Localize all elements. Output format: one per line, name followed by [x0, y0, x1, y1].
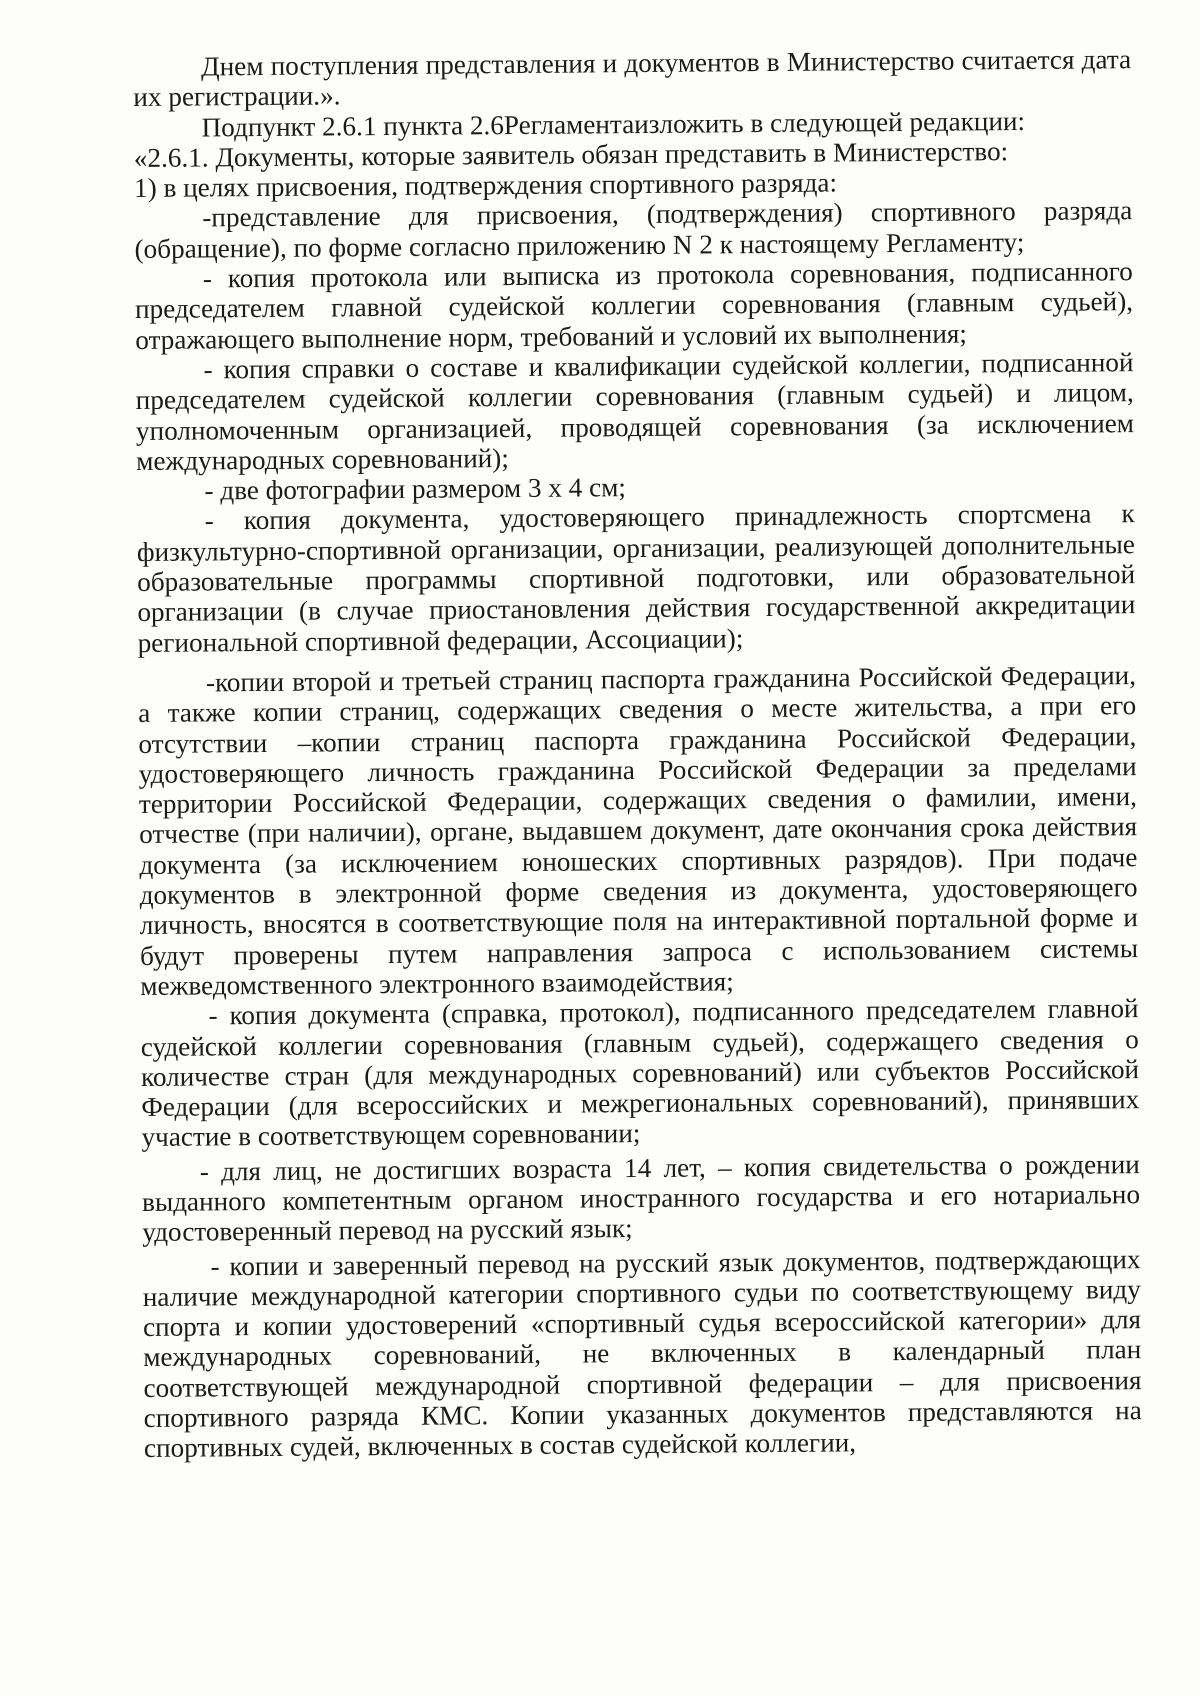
list-item-photos: - две фотографии размером 3 х 4 см; [204, 472, 627, 506]
list-item-passport-copies: -копии второй и третьей страниц паспорта гражданина Российской Федерации, а также копии страниц, содержащих сведения о месте жительства, а при его отсутствии –копии страниц паспорта гражданина Российской Федерации, удостоверяющего личность гражданина Российской Федерации за пределами территории Российской Федерации, содержащих сведения о фамилии, имени, отчестве (при наличии), органе, выдавшем документ, дате окончания срока действия документа (за исключением юношеских спортивных разрядов). При подаче документов в электронной форме сведения из документа, удостоверяющего личность, вносятся в соответствующие поля на интерактивной портальной форме и будут проверены путем направления запроса с использованием системы межведомственного электронного взаимодействия; [138, 660, 1139, 1001]
list-item-participants-document: - копия документа (справка, протокол), подписанного председателем главной судейской коллегии соревнования (главным судьей), содержащего сведения о количестве стран (для международных соревнований) или субъектов Российской Федерации (для всероссийских и межрегиональных соревнований), принявших участие в соответствующем соревновании; [140, 993, 1140, 1153]
paragraph-registration-date: Днем поступления представления и документов в Министерство считается дата их регистрации.». [133, 44, 1132, 113]
list-item-judge-category-documents: - копии и заверенный перевод на русский язык документов, подтверждающих наличие международной категории спортивного судьи по соответствующему виду спорта и копии удостоверений «спортивный судья всероссийской категории» для международных соревнований, не включенных в календарный план соответствующей международной спортивной федерации – для присвоения спортивного разряда КМС. Копии указанных документов представляются на спортивных судей, включенных в состав судейской коллегии, [142, 1243, 1142, 1464]
list-item-protocol-copy: - копия протокола или выписка из протокола соревнования, подписанного председателем главной судейской коллегии соревнования (главным судьей), отражающего выполнение норм, требований и условий их выполнения; [134, 256, 1134, 355]
list-item-representation: -представление для присвоения, (подтверждения) спортивного разряда (обращение), по форме согласно приложению N 2 к настоящему Регламенту; [134, 195, 1133, 264]
paragraph-subclause-intro: Подпункт 2.6.1 пункта 2.6Регламентаизложить в следующей редакции: [201, 105, 1026, 143]
document-body [133, 44, 1142, 1463]
list-item-birth-certificate: - для лиц, не достигших возраста 14 лет, – копия свидетельства о рождении выданного компетентным органом иностранного государства и его нотариально удостоверенный перевод на русский язык; [141, 1148, 1141, 1248]
list-item-judges-certificate: - копия справки о составе и квалификации судейской коллегии, подписанной председателем судейской коллегии соревнования (главным судьей) и лицом, уполномоченным организацией, проводящей соревнования (за исключением международных соревнований); [135, 347, 1135, 476]
paragraph-item-1: 1) в целях присвоения, подтверждения спортивного разряда: [133, 167, 838, 204]
paragraph-clause-2-6-1: «2.6.1. Документы, которые заявитель обязан представить в Министерство: [133, 136, 1009, 173]
list-item-membership-document: - копия документа, удостоверяющего принадлежность спортсмена к физкультурно-спортивной организации, организации, реализующей дополнительные образовательные программы спортивной подготовки, или образовательной организации (в случае приостановления действия государственной аккредитации региональной спортивной федерации, Ассоциации); [136, 498, 1136, 658]
